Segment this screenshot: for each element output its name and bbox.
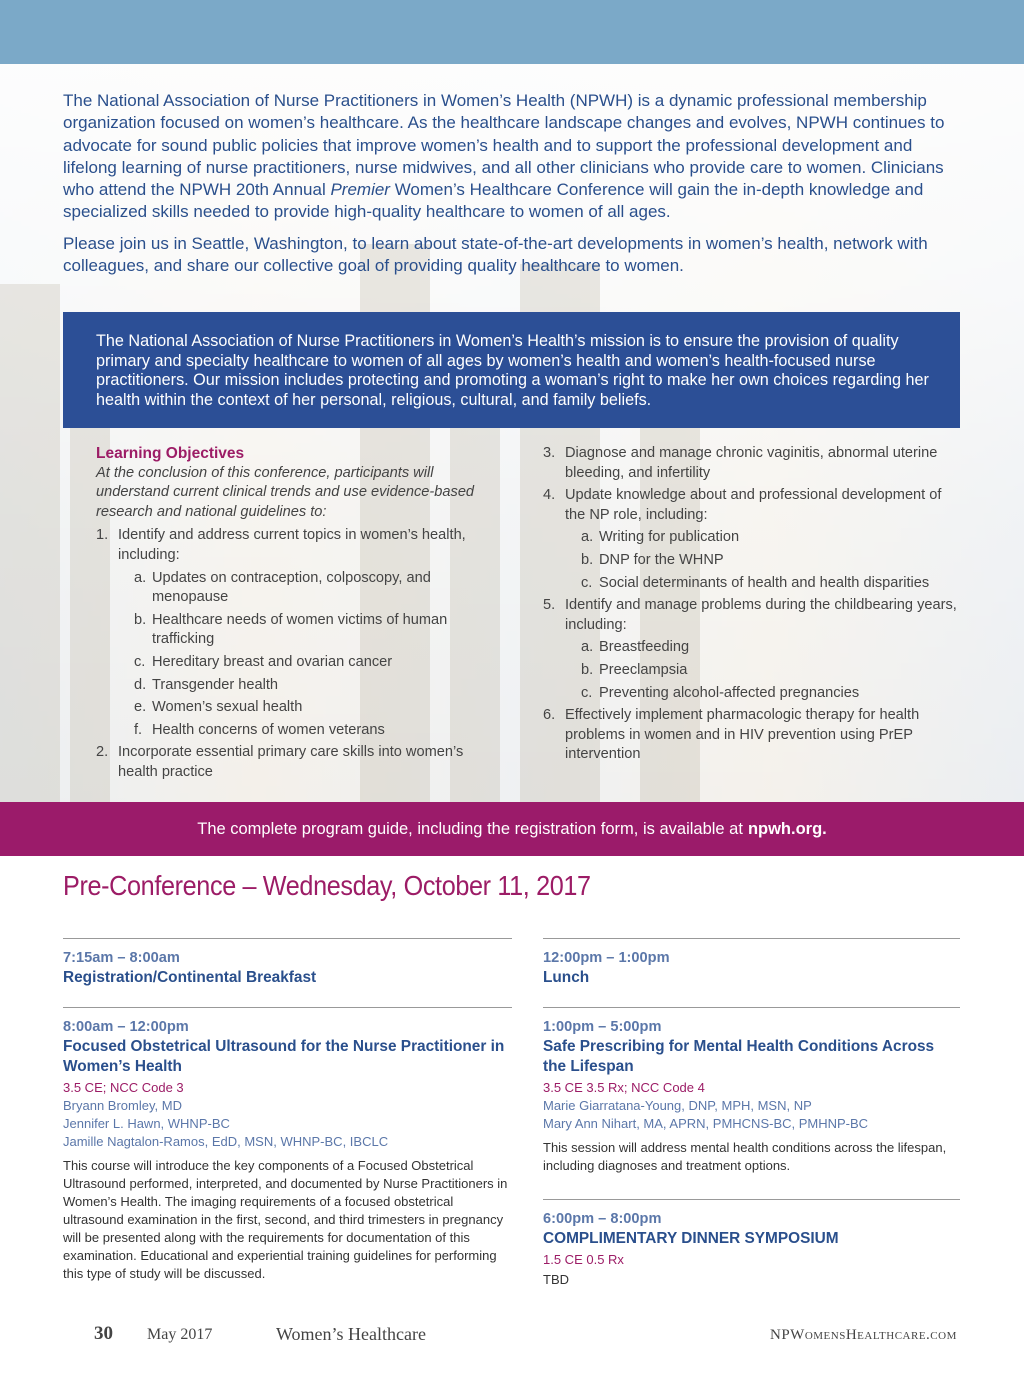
subitem-letter: b. — [581, 551, 594, 568]
subitem-letter: b. — [134, 611, 147, 628]
session-speaker: Mary Ann Nihart, MA, APRN, PMHCNS-BC, PMHNP-BC — [543, 1116, 869, 1131]
subitem-letter: c. — [581, 574, 593, 591]
schedule-left-column — [63, 938, 512, 1283]
subitem-letter: d. — [134, 676, 147, 693]
objective-subitem — [134, 569, 496, 608]
publication-name: Women’s Healthcare — [276, 1324, 426, 1344]
subitem-text: Preventing alcohol-affected pregnancies — [599, 684, 860, 701]
subitem-text: Health concerns of women veterans — [152, 721, 385, 738]
objective-subitem — [581, 661, 963, 681]
subitem-letter: c. — [134, 653, 146, 670]
subitem-text: DNP for the WHNP — [599, 551, 724, 568]
objective-subitem — [581, 551, 963, 571]
subitem-letter: b. — [581, 661, 594, 678]
objective-number: 6. — [543, 707, 556, 724]
objectives-list-right — [543, 444, 963, 765]
session-time: 6:00pm – 8:00pm — [543, 1211, 662, 1227]
session-speaker: Bryann Bromley, MD — [63, 1098, 182, 1113]
session-time: 1:00pm – 5:00pm — [543, 1019, 662, 1035]
objective-number: 3. — [543, 445, 556, 461]
intro-p1-text: The National Association of Nurse Practitioners in Women’s Health (NPWH) is a dynamic professional membership organization focused on women’s healthcare. As the healthcare landscape changes and evolves, NPWH continues to advocate for sound public policies that improve women’s health and to support the professional development and lifelong learning of nurse practitioners, nurse midwives, and all other clinicians who provide care to women. Clinicians who attend the NPWH 20th Annual — [63, 91, 945, 200]
objective-number: 4. — [543, 487, 556, 504]
session-credits: 3.5 CE; NCC Code 3 — [63, 1080, 184, 1095]
subitem-letter: a. — [581, 639, 594, 656]
session-title: Lunch — [543, 969, 590, 986]
intro-p1-text-end: Women’s Healthcare Conference will gain the in-depth knowledge and specialized skills needed to provide high-quality healthcare to women of all ages. — [63, 180, 924, 222]
objective-text: Incorporate essential primary care skills into women’s health practice — [118, 744, 464, 780]
session-time: 7:15am – 8:00am — [63, 950, 180, 966]
npwh-link[interactable]: npwh.org. — [747, 819, 827, 838]
objective-text: Diagnose and manage chronic vaginitis, abnormal uterine bleeding, and infertility — [565, 445, 938, 481]
objective-text: Effectively implement pharmacologic therapy for health problems in women and in HIV prevention using PrEP intervention — [565, 707, 920, 763]
subitem-text: Updates on contraception, colposcopy, and menopause — [152, 569, 431, 606]
objective-text: Identify and manage problems during the childbearing years, including: — [565, 597, 957, 633]
objectives-left-column — [96, 444, 496, 786]
objective-subitem — [134, 611, 496, 650]
session-title: Focused Obstetrical Ultrasound for the Nurse Practitioner in Women’s Health — [63, 1038, 505, 1075]
subitem-letter: f. — [134, 721, 143, 738]
subitem-text: Social determinants of health and health disparities — [599, 574, 930, 591]
objective-subitem — [581, 684, 963, 704]
objective-subitem — [134, 698, 496, 718]
mission-statement: The National Association of Nurse Practitioners in Women’s Health’s mission is to ensure the provision of quality primary and specialty healthcare to women of all ages by women’s health and women’s health-focused nurse practitioners. Our mission includes protecting and promoting a woman’s right to make her own choices regarding her health within the context of her personal, religious, cultural, and family beliefs. — [63, 312, 960, 428]
subitem-text: Hereditary breast and ovarian cancer — [152, 653, 393, 670]
subitem-letter: c. — [581, 684, 593, 701]
objective-subitem — [134, 653, 496, 673]
objective-number: 1. — [96, 527, 109, 544]
objective-text: Identify and address current topics in women’s health, including: — [118, 527, 466, 563]
session-block — [63, 1007, 512, 1283]
intro-text — [63, 90, 963, 286]
objective-text: Update knowledge about and professional development of the NP role, including: — [565, 487, 942, 523]
objective-subitem — [581, 528, 963, 548]
objective-subitem — [581, 638, 963, 658]
session-description: This session will address mental health conditions across the lifespan, including diagnoses and treatment options. — [543, 1140, 947, 1173]
objective-item — [543, 486, 963, 525]
objective-item — [543, 596, 963, 635]
subitem-text: Writing for publication — [599, 529, 740, 546]
objectives-list-left — [96, 526, 496, 782]
session-credits: 3.5 CE 3.5 Rx; NCC Code 4 — [543, 1080, 705, 1095]
objectives-right-column — [543, 444, 963, 768]
subitem-text: Preeclampsia — [599, 661, 688, 678]
objectives-intro: At the conclusion of this conference, participants will understand current clinical trends and use evidence-based research and national guidelines to: — [96, 464, 475, 520]
session-description: This course will introduce the key components of a Focused Obstetrical Ultrasound performed, interpreted, and documented by Nurse Practitioners in Women’s Health. The imaging requirements of a focused obstetrical ultrasound examination in the first, second, and third trimesters in pregnancy will be presented along with the requirements for documentation of this examination. Educational and experiential training guidelines for performing this type of study will be discussed. — [63, 1158, 508, 1281]
session-credits: 1.5 CE 0.5 Rx — [543, 1252, 624, 1267]
session-speaker: Marie Giarratana-Young, DNP, MPH, MSN, NP — [543, 1098, 812, 1113]
session-block — [543, 938, 960, 988]
session-speaker: Jennifer L. Hawn, WHNP-BC — [63, 1116, 230, 1131]
intro-paragraph-2: Please join us in Seattle, Washington, to learn about state-of-the-art developments in women’s health, network with colleagues, and share our collective goal of providing quality healthcare to women. — [63, 233, 928, 276]
session-title: COMPLIMENTARY DINNER SYMPOSIUM — [543, 1230, 839, 1247]
website — [770, 1327, 957, 1344]
subitem-letter: e. — [134, 699, 147, 716]
session-block — [543, 1199, 960, 1289]
objective-subitem — [134, 721, 496, 741]
session-speaker: Jamille Nagtalon-Ramos, EdD, MSN, WHNP-BC, IBCLC — [63, 1134, 389, 1149]
objective-item — [96, 743, 496, 782]
issue-date: May 2017 — [147, 1326, 213, 1343]
page-number: 30 — [94, 1323, 113, 1344]
subitem-text: Healthcare needs of women victims of human trafficking — [152, 611, 448, 648]
intro-p1-italic: Premier — [330, 180, 390, 200]
intro-paragraph-1 — [63, 90, 963, 224]
session-time: 12:00pm – 1:00pm — [543, 950, 670, 966]
objective-item — [543, 444, 963, 483]
objective-subitem — [581, 574, 963, 594]
banner-text: The complete program guide, including the registration form, is available at — [197, 819, 743, 838]
session-title: Safe Prescribing for Mental Health Conditions Across the Lifespan — [543, 1038, 935, 1075]
objective-subitem — [134, 676, 496, 696]
session-tbd: TBD — [543, 1272, 569, 1287]
objective-item — [543, 706, 963, 765]
section-title: Pre-Conference – Wednesday, October 11, 2017 — [63, 870, 591, 901]
website-text[interactable]: NPWomensHealthcare.com — [770, 1327, 957, 1343]
subitem-letter: a. — [134, 569, 147, 586]
objective-number: 2. — [96, 744, 109, 761]
schedule-right-column — [543, 938, 960, 1289]
session-block — [63, 938, 512, 988]
objective-item — [96, 526, 496, 565]
session-block — [543, 1007, 960, 1175]
subitem-letter: a. — [581, 529, 594, 546]
subitem-text: Breastfeeding — [599, 639, 690, 656]
subitem-text: Women’s sexual health — [152, 699, 303, 716]
subitem-text: Transgender health — [152, 676, 279, 693]
objectives-title: Learning Objectives — [96, 445, 245, 462]
session-time: 8:00am – 12:00pm — [63, 1019, 189, 1035]
program-guide-banner — [0, 802, 1024, 856]
objective-number: 5. — [543, 597, 556, 614]
session-title: Registration/Continental Breakfast — [63, 969, 317, 986]
header-band — [0, 0, 1024, 64]
